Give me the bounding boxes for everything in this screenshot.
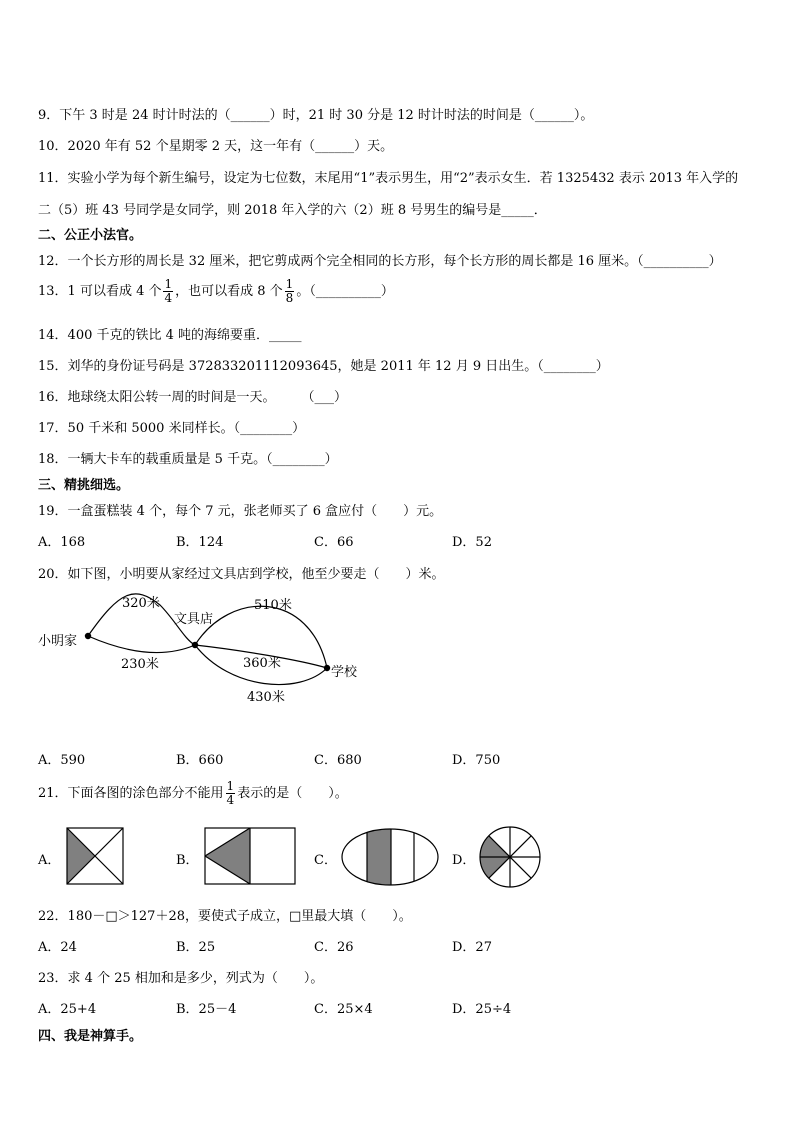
label-320m: 320米 — [122, 596, 160, 611]
label-360m: 360米 — [243, 656, 281, 671]
shop-point — [192, 642, 198, 648]
option-b: B．124 — [176, 535, 224, 550]
option-c: C．680 — [314, 753, 362, 768]
question-13-post: 。（__________） — [296, 284, 394, 299]
label-school: 学校 — [331, 665, 358, 680]
label-shop: 文具店 — [174, 612, 214, 627]
question-20: 20．如下图，小明要从家经过文具店到学校，他至少要走（ ）米。 — [38, 567, 445, 582]
label-home: 小明家 — [38, 634, 78, 649]
question-17: 17．50 千米和 5000 米同样长。（________） — [38, 421, 306, 436]
q21-option-d-label: D． — [452, 853, 476, 868]
question-9: 9．下午 3 时是 24 时计时法的（______）时，21 时 30 分是 12 时计时法的时间是（______）。 — [38, 108, 594, 123]
fraction-one-eighth: $\frac{1}{8}$ — [285, 277, 294, 305]
fraction-one-quarter: $\frac{1}{4}$ — [164, 277, 173, 305]
home-point — [85, 633, 91, 639]
section-4-heading: 四、我是神算手。 — [38, 1029, 143, 1044]
question-18: 18．一辆大卡车的载重质量是 5 千克。（________） — [38, 452, 338, 467]
school-point — [324, 665, 330, 671]
question-13 — [38, 278, 394, 305]
option-d: D．27 — [452, 940, 492, 955]
question-13-mid: ，也可以看成 8 个 — [175, 284, 283, 299]
question-11-line2: 二（5）班 43 号同学是女同学，则 2018 年入学的六（2）班 8 号男生的编号是_____． — [38, 203, 547, 218]
question-23: 23．求 4 个 25 相加和是多少，列式为（ ）。 — [38, 971, 324, 986]
option-b: B．25－4 — [176, 1002, 237, 1017]
section-2-heading: 二、公正小法官。 — [38, 228, 143, 243]
section-3-heading: 三、精挑细选。 — [38, 478, 130, 493]
question-19: 19．一盒蛋糕装 4 个，每个 7 元，张老师买了 6 盒应付（ ）元。 — [38, 504, 443, 519]
option-c: C．26 — [314, 940, 354, 955]
question-21-pre: 21．下面各图的涂色部分不能用 — [38, 786, 224, 801]
option-b: B．660 — [176, 753, 224, 768]
q21-option-c-label: C． — [314, 853, 337, 868]
q21-shape-b — [205, 828, 295, 884]
question-10: 10．2020 年有 52 个星期零 2 天，这一年有（______）天。 — [38, 139, 394, 154]
option-a: A．590 — [38, 753, 86, 768]
question-13-pre: 13．1 可以看成 4 个 — [38, 284, 162, 299]
label-230m: 230米 — [121, 657, 159, 672]
question-14: 14．400 千克的铁比 4 吨的海绵要重．_____ — [38, 328, 302, 343]
option-b: B．25 — [176, 940, 216, 955]
option-d: D．750 — [452, 753, 501, 768]
label-510m: 510米 — [254, 598, 292, 613]
option-a: A．168 — [38, 535, 86, 550]
q21-option-b-label: B． — [176, 853, 199, 868]
question-21-post: 表示的是（ ）。 — [237, 786, 348, 801]
question-15: 15．刘华的身份证号码是 372833201112093645，她是 2011 年 12 月 9 日出生。（________） — [38, 359, 609, 374]
option-d: D．52 — [452, 535, 492, 550]
fraction-one-quarter: $\frac{1}{4}$ — [226, 779, 235, 807]
question-16: 16．地球绕太阳公转一周的时间是一天。 （___） — [38, 390, 348, 405]
label-430m: 430米 — [247, 690, 285, 705]
question-11-line1: 11．实验小学为每个新生编号，设定为七位数，末尾用“1”表示男生，用“2”表示女生．若 1325432 表示 2013 年入学的 — [38, 171, 739, 186]
option-c: C．25×4 — [314, 1002, 373, 1017]
q21-shape-d — [480, 827, 540, 887]
option-a: A．25+4 — [38, 1002, 97, 1017]
question-21 — [38, 780, 348, 807]
q21-shape-a — [67, 828, 123, 884]
question-22: 22．180－□＞127＋28，要使式子成立，□里最大填（ ）。 — [38, 909, 412, 924]
option-d: D．25÷4 — [452, 1002, 512, 1017]
q21-option-a-label: A． — [38, 853, 61, 868]
option-c: C．66 — [314, 535, 354, 550]
option-a: A．24 — [38, 940, 77, 955]
question-12: 12．一个长方形的周长是 32 厘米，把它剪成两个完全相同的长方形，每个长方形的周长都是 16 厘米。（__________） — [38, 254, 722, 269]
q21-shape-c — [342, 828, 438, 886]
